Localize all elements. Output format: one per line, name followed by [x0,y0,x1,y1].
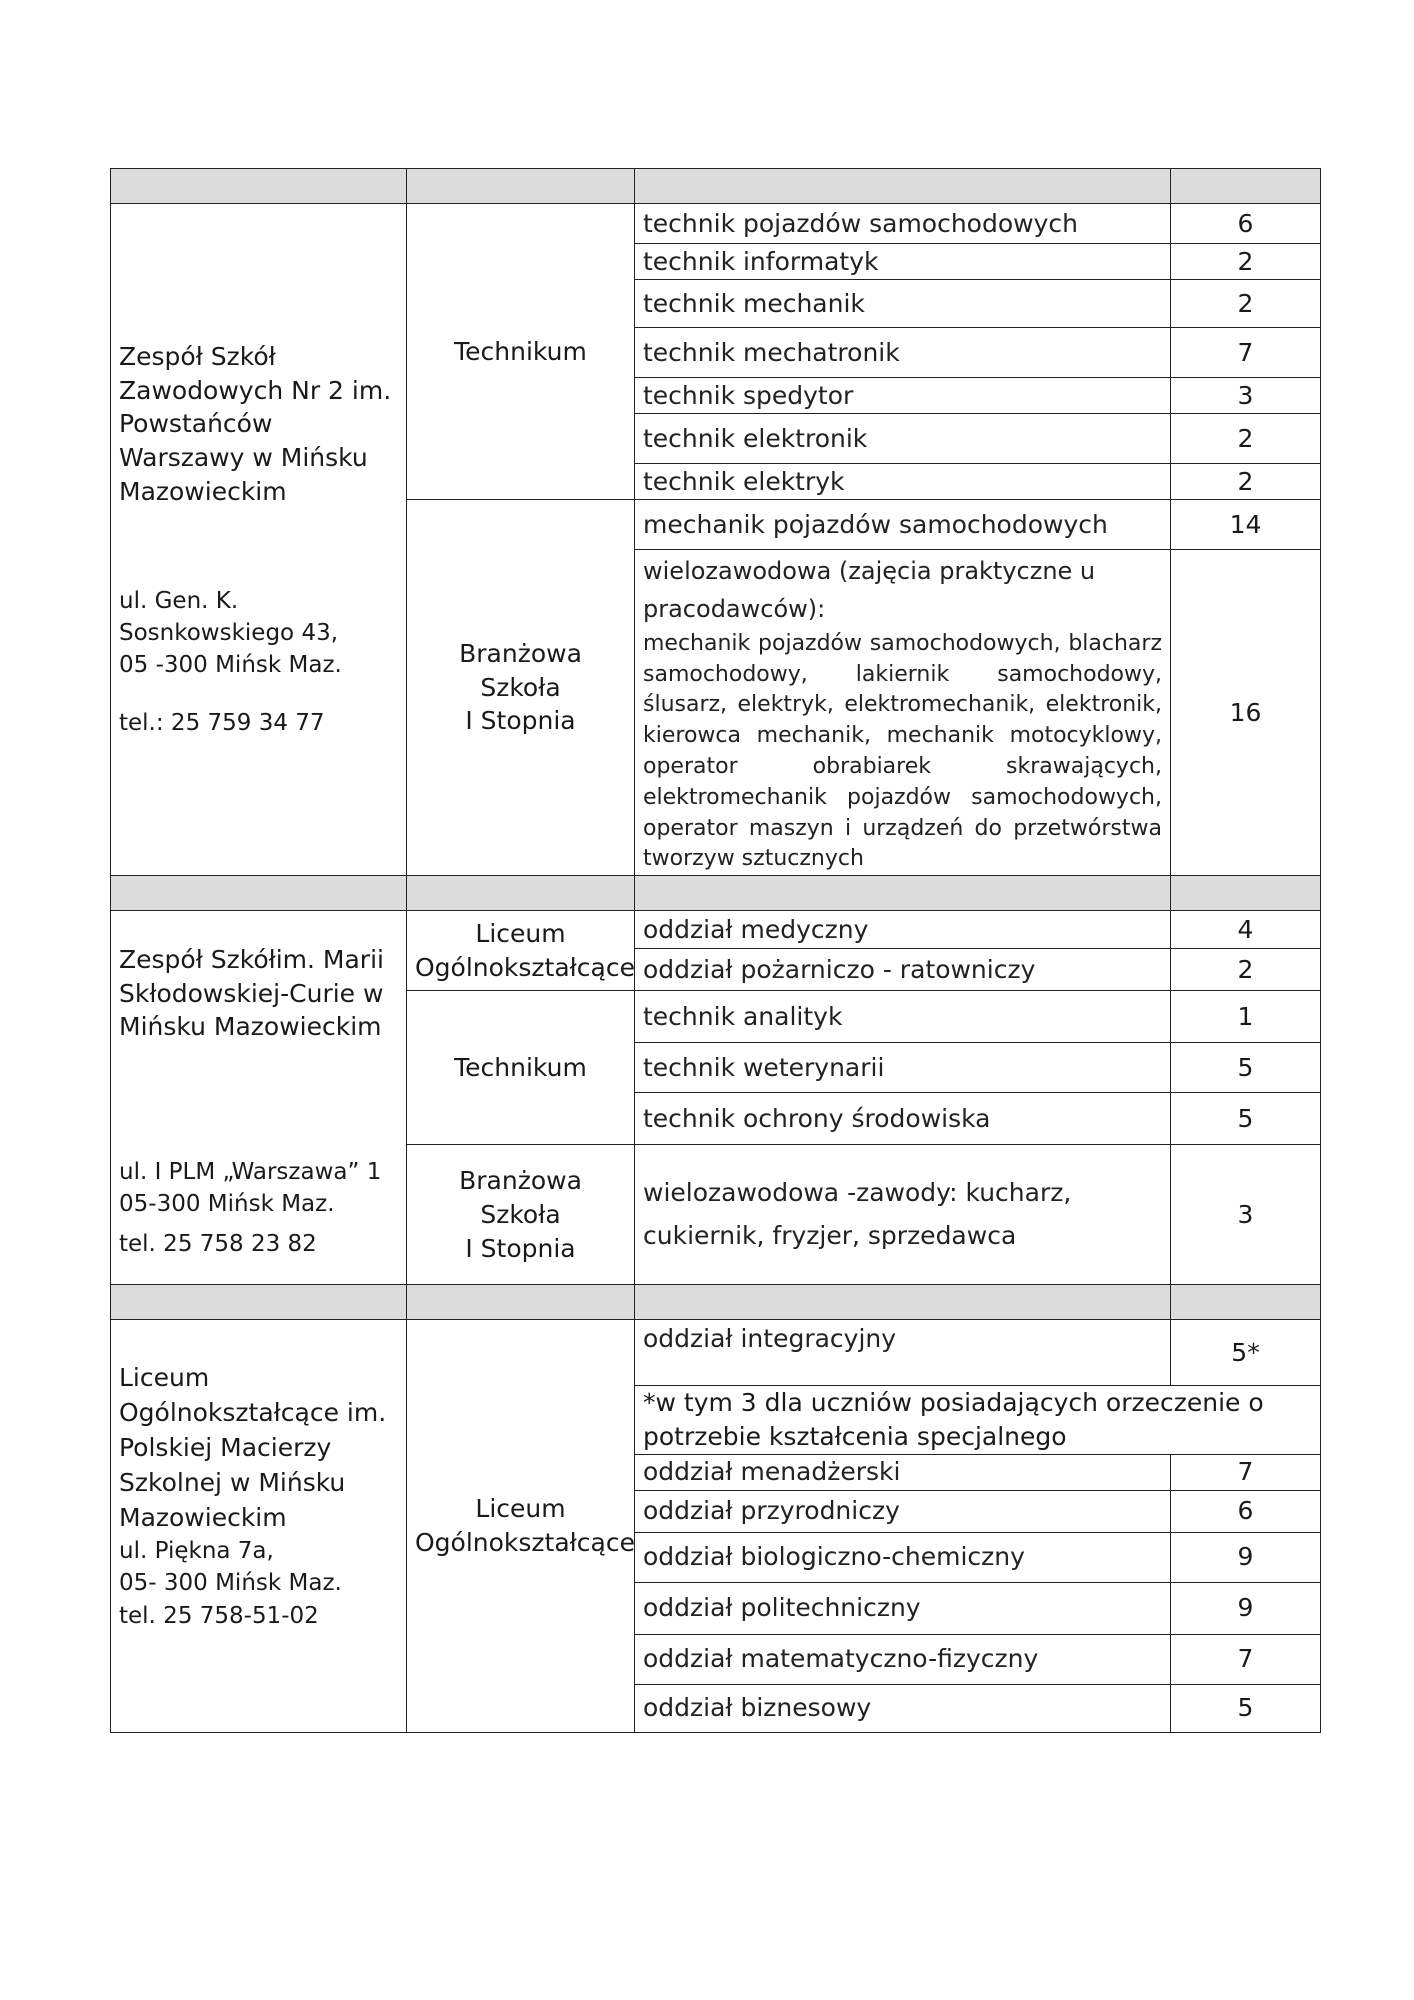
school-name-line: Skłodowskiej-Curie w [119,978,384,1008]
school-type: Branżowa Szkoła I Stopnia [407,500,635,876]
profile-cell: oddział biznesowy [635,1684,1171,1732]
count-cell: 5 [1171,1093,1321,1145]
profile-cell: technik mechatronik [635,328,1171,378]
profile-cell: technik informatyk [635,244,1171,280]
profile-cell: wielozawodowa -zawody: kucharz, cukiernik, fryzjer, sprzedawca [635,1145,1171,1285]
profile-cell: oddział przyrodniczy [635,1490,1171,1532]
profile-cell: mechanik pojazdów samochodowych [635,500,1171,550]
count-cell: 7 [1171,1634,1321,1684]
profile-cell: oddział integracyjny [635,1320,1171,1386]
school-name-line: Zespół Szkół [119,341,276,371]
profile-cell: technik spedytor [635,378,1171,414]
profile-cell: oddział politechniczny [635,1582,1171,1634]
school-name-line: Liceum [119,1363,210,1393]
profile-cell: technik elektronik [635,414,1171,464]
profile-cell: oddział menadżerski [635,1454,1171,1490]
school-type: Technikum [407,991,635,1145]
table-row [111,911,1321,949]
school-address-line: 05 -300 Mińsk Maz. [119,651,342,678]
count-cell: 16 [1171,550,1321,876]
profile-cell: technik weterynarii [635,1043,1171,1093]
school-name-line: Mazowieckim [119,1503,287,1533]
profile-list: mechanik pojazdów samochodowych, blacharz samochodowy, lakiernik samochodowy, ślusarz, elektryk, elektromechanik, elektronik, kierowca mechanik, mechanik motocyklowy, operator obrabiarek skrawających, elektromechanik pojazdów samochodowych, operator maszyn i urządzeń do przetwórstwa tworzyw sztucznych [643,630,1162,872]
school-name-line: Mazowieckim [119,476,287,506]
section-band [111,876,1321,911]
profile-cell: technik analityk [635,991,1171,1043]
school-address-line: ul. I PLM „Warszawa” 1 [119,1159,382,1185]
school-name-line: Ogólnokształcące im. [119,1398,387,1428]
profile-cell: oddział matematyczno-fizyczny [635,1634,1171,1684]
count-cell: 2 [1171,280,1321,328]
count-cell: 7 [1171,328,1321,378]
school-phone: tel. 25 758-51-02 [119,1602,319,1629]
count-cell: 4 [1171,911,1321,949]
school-name-line: Powstańców [119,409,273,439]
count-cell: 6 [1171,1490,1321,1532]
count-cell: 5 [1171,1684,1321,1732]
school-name-line: Mińsku Mazowieckim [119,1012,382,1042]
profile-cell: technik pojazdów samochodowych [635,204,1171,244]
school-type: Liceum Ogólnokształcące [407,911,635,991]
profile-cell: oddział biologiczno-chemiczny [635,1532,1171,1582]
school-address-line: ul. Gen. K. [119,587,239,614]
profile-cell: oddział pożarniczo - ratowniczy [635,949,1171,991]
school-address-line: ul. Piękna 7a, [119,1538,274,1565]
school-type: Branżowa Szkoła I Stopnia [407,1145,635,1285]
footnote-cell: *w tym 3 dla uczniów posiadających orzeczenie o potrzebie kształcenia specjalnego [635,1386,1321,1455]
profile-cell: technik elektryk [635,464,1171,500]
school-name-line: Warszawy w Mińsku [119,443,368,473]
profile-heading: wielozawodowa (zajęcia praktyczne u pracodawców): [643,557,1096,624]
count-cell: 2 [1171,244,1321,280]
school-address-line: 05- 300 Mińsk Maz. [119,1570,342,1597]
school-info [111,1320,407,1733]
table-row [111,204,1321,244]
count-cell: 3 [1171,1145,1321,1285]
count-cell: 6 [1171,204,1321,244]
profile-cell: technik mechanik [635,280,1171,328]
profile-cell [635,550,1171,876]
section-band [111,1285,1321,1320]
schools-table [110,168,1321,1733]
school-info [111,204,407,876]
count-cell: 9 [1171,1532,1321,1582]
count-cell: 2 [1171,464,1321,500]
school-type: Technikum [407,204,635,500]
count-cell: 5* [1171,1320,1321,1386]
school-phone: tel. 25 758 23 82 [119,1231,317,1258]
school-name-line: Zawodowych Nr 2 im. [119,375,392,405]
profile-cell: oddział medyczny [635,911,1171,949]
count-cell: 14 [1171,500,1321,550]
school-name-line: Polskiej Macierzy [119,1433,332,1463]
count-cell: 7 [1171,1454,1321,1490]
school-info [111,911,407,1285]
school-address-line: Sosnkowskiego 43, [119,619,339,646]
count-cell: 1 [1171,991,1321,1043]
table-row [111,1320,1321,1386]
count-cell: 2 [1171,414,1321,464]
count-cell: 5 [1171,1043,1321,1093]
school-name-line: Szkolnej w Mińsku [119,1468,346,1498]
count-cell: 3 [1171,378,1321,414]
profile-cell: technik ochrony środowiska [635,1093,1171,1145]
school-name-line: Zespół Szkółim. Marii [119,944,384,974]
count-cell: 2 [1171,949,1321,991]
school-address-line: 05-300 Mińsk Maz. [119,1191,335,1218]
school-phone: tel.: 25 759 34 77 [119,710,325,737]
section-band [111,169,1321,204]
school-type: Liceum Ogólnokształcące [407,1320,635,1733]
count-cell: 9 [1171,1582,1321,1634]
